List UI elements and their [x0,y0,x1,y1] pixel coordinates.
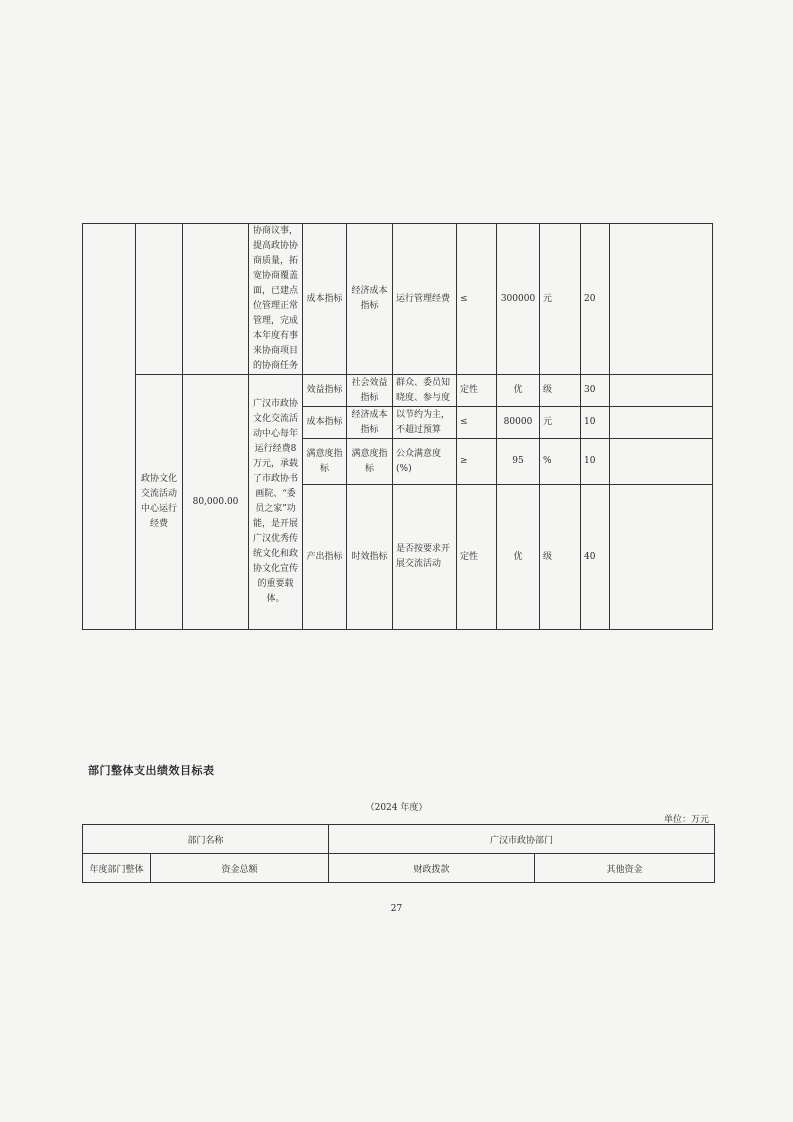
page-number: 27 [390,904,403,914]
indicator-operator: ≥ [457,439,497,485]
department-label: 部门名称 [83,825,329,854]
indicator-value: 优 [497,485,540,630]
indicator-operator: 定性 [457,375,497,407]
indicator-weight: 30 [581,375,610,407]
indicator-operator: ≤ [457,407,497,439]
performance-indicator-table [82,223,713,630]
table-cell-empty [183,224,249,375]
indicator-unit: 元 [540,224,581,375]
indicator-value: 300000 [497,224,540,375]
indicator-operator: 定性 [457,485,497,630]
level2-indicator: 经济成本指标 [347,407,393,439]
table-cell: 资金总额 [151,854,329,883]
indicator-weight: 40 [581,485,610,630]
table-cell-empty [610,375,713,407]
unit-label: 单位：万元 [663,815,709,825]
table-cell-empty [610,224,713,375]
indicator-weight: 10 [581,439,610,485]
level1-indicator: 满意度指标 [303,439,347,485]
level2-indicator: 满意度指标 [347,439,393,485]
project-description: 广汉市政协文化交流活动中心每年运行经费8万元，承载了市政协书画院、“委员之家”功能，是开展广汉优秀传统文化和政协文化宣传的重要载体。 [249,375,303,630]
table-row [83,825,715,854]
indicator-weight: 20 [581,224,610,375]
level2-indicator: 经济成本指标 [347,224,393,375]
indicator-operator: ≤ [457,224,497,375]
table-cell-empty [136,224,183,375]
fiscal-year: （2024 年度） [365,803,428,813]
department-budget-table [82,824,715,883]
indicator-unit: 级 [540,485,581,630]
level1-indicator: 产出指标 [303,485,347,630]
indicator-unit: 级 [540,375,581,407]
indicator-name: 运行管理经费 [393,224,457,375]
section-title: 部门整体支出绩效目标表 [88,764,215,777]
project-name: 政协文化交流活动中心运行经费 [136,375,183,630]
project-description: 协商议事，提高政协协商质量，拓宽协商覆盖面，已建点位管理正常管理，完成本年度有事来协商项目的协商任务 [249,224,303,375]
indicator-name: 群众、委员知晓度、参与度 [393,375,457,407]
indicator-unit: % [540,439,581,485]
table-cell: 财政拨款 [329,854,535,883]
table-row [83,854,715,883]
level2-indicator: 社会效益指标 [347,375,393,407]
indicator-name: 公众满意度(%) [393,439,457,485]
table-cell-empty [610,439,713,485]
table-cell-empty [610,407,713,439]
indicator-value: 95 [497,439,540,485]
table-row [83,375,713,407]
table-cell-empty [610,485,713,630]
indicator-name: 以节约为主，不超过预算 [393,407,457,439]
table-cell-empty [83,224,136,630]
project-amount: 80,000.00 [183,375,249,630]
indicator-weight: 10 [581,407,610,439]
level2-indicator: 时效指标 [347,485,393,630]
level1-indicator: 效益指标 [303,375,347,407]
indicator-name: 是否按要求开展交流活动 [393,485,457,630]
table-cell: 其他资金 [535,854,715,883]
indicator-value: 优 [497,375,540,407]
table-row [83,224,713,375]
table-cell: 年度部门整体 [83,854,151,883]
indicator-value: 80000 [497,407,540,439]
level1-indicator: 成本指标 [303,224,347,375]
level1-indicator: 成本指标 [303,407,347,439]
indicator-unit: 元 [540,407,581,439]
department-name: 广汉市政协部门 [329,825,715,854]
